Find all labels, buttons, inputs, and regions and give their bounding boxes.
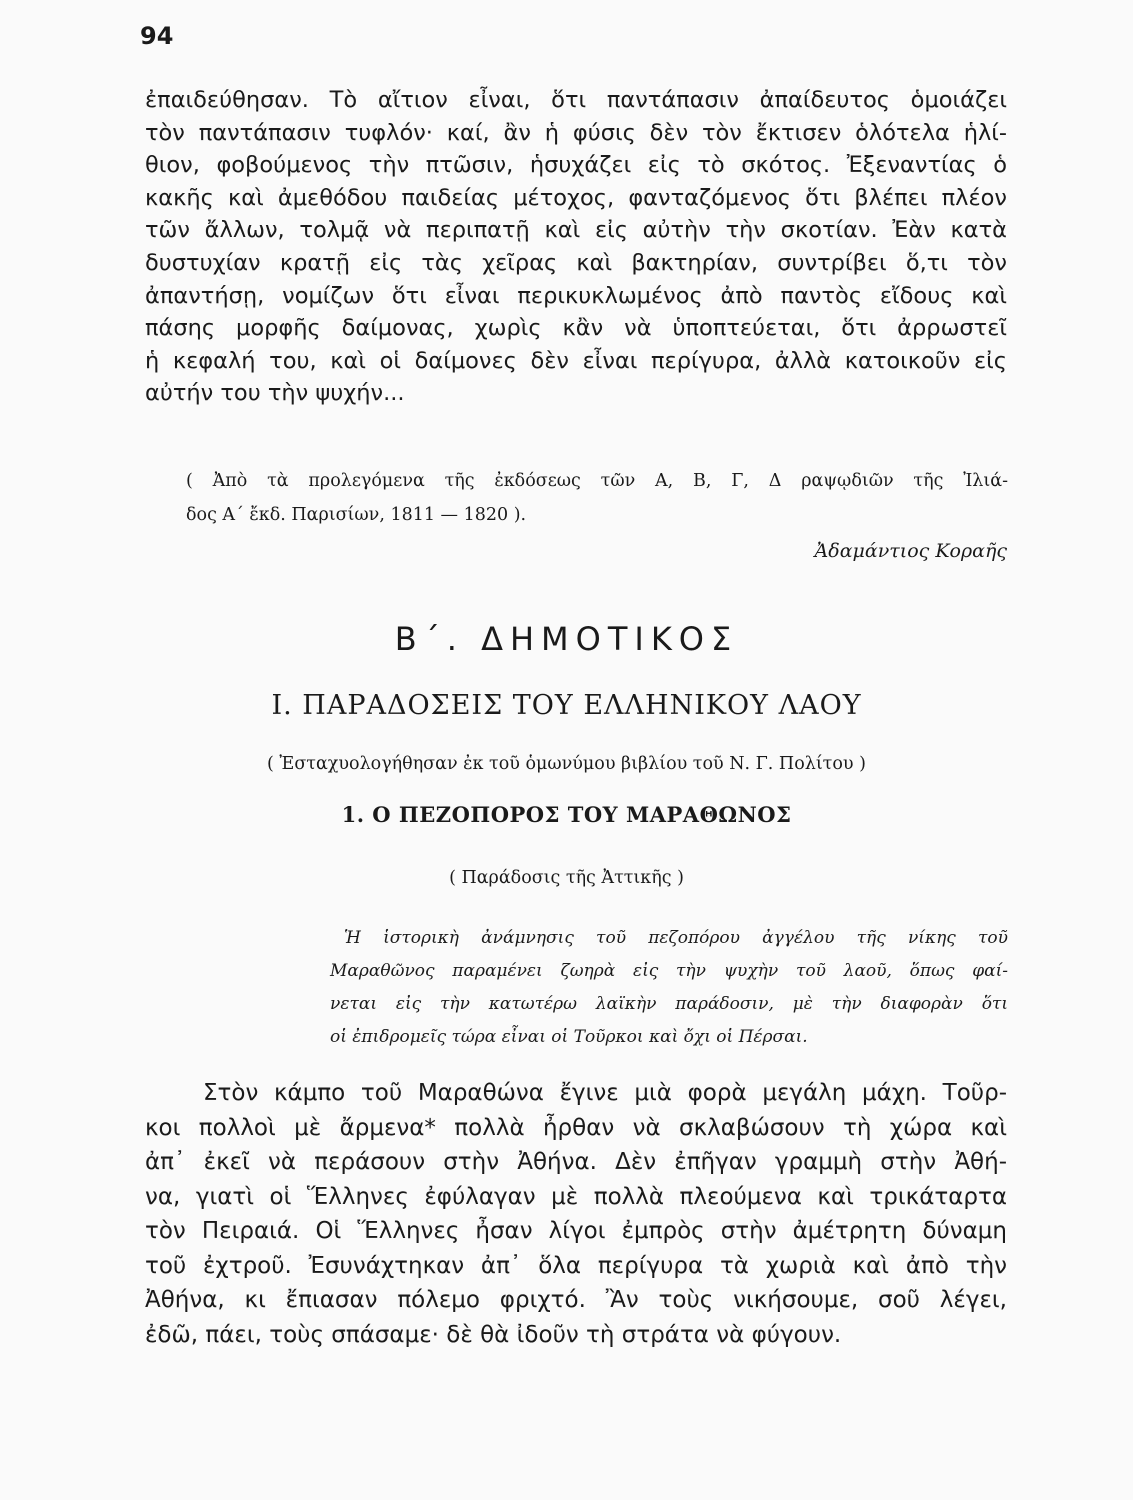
intro-line: νεται εἰς τὴν κατωτέρω λαϊκὴν παράδοσιν, μὲ τὴν διαφορὰν ὅτι — [330, 994, 1008, 1014]
story-title: 1. Ο ΠΕΖΟΠΟΡΟΣ ΤΟΥ ΜΑΡΑΘΩΝΟΣ — [341, 802, 792, 827]
essay-line: πάσης μορφῆς δαίμονας, χωρὶς κἂν νὰ ὑποπτεύεται, ὅτι ἀρρωστεῖ — [145, 315, 1007, 342]
essay-line: δυστυχίαν κρατῇ εἰς τὰς χεῖρας καὶ βακτηρίαν, συντρίβει ὅ,τι τὸν — [145, 249, 1007, 276]
citation-line: δος Α΄ ἔκδ. Παρισίων, 1811 — 1820 ). — [186, 505, 527, 525]
essay-line: τῶν ἄλλων, τολμᾷ νὰ περιπατῇ καὶ εἰς αὐτὴν τὴν σκοτίαν. Ἐὰν κατὰ — [145, 217, 1007, 244]
story-line: ἐδῶ, πάει, τοὺς σπάσαμε· δὲ θὰ ἰδοῦν τὴ στράτα νὰ φύγουν. — [145, 1321, 842, 1348]
intro-line: οἱ ἐπιδρομεῖς τώρα εἶναι οἱ Τοῦρκοι καὶ ὄχι οἱ Πέρσαι. — [330, 1027, 808, 1047]
story-line: τοῦ ἐχτροῦ. Ἐσυνάχτηκαν ἀπ᾿ ὅλα περίγυρα τὰ χωριὰ καὶ ἀπὸ τὴν — [145, 1252, 1007, 1279]
intro-line: Μαραθῶνος παραμένει ζωηρὰ εἰς τὴν ψυχὴν τοῦ λαοῦ, ὅπως φαί- — [330, 961, 1008, 981]
page-number: 94 — [140, 22, 174, 50]
source-citation — [186, 464, 1008, 532]
essay-paragraph — [145, 84, 1007, 410]
essay-line: ἡ κεφαλή του, καὶ οἱ δαίμονες δὲν εἶναι περίγυρα, ἀλλὰ κατοικοῦν εἰς — [145, 347, 1007, 374]
story-line: να, γιατὶ οἱ Ἕλληνες ἐφύλαγαν μὲ πολλὰ πλεούμενα καὶ τρικάταρτα — [145, 1183, 1007, 1210]
intro-note — [330, 922, 1008, 1054]
story-line: Ἀθήνα, κι ἔπιασαν πόλεμο φριχτό. Ἂν τοὺς νικήσουμε, σοῦ λέγει, — [145, 1287, 1007, 1313]
essay-line: ἐπαιδεύθησαν. Τὸ αἴτιον εἶναι, ὅτι παντάπασιν ἀπαίδευτος ὁμοιάζει — [145, 87, 1007, 113]
essay-line: κακῆς καὶ ἀμεθόδου παιδείας μέτοχος, φανταζόμενος ὅτι βλέπει πλέον — [145, 184, 1007, 211]
essay-line: ἀπαντήσῃ, νομίζων ὅτι εἶναι περικυκλωμένος ἀπὸ παντὸς εἴδους καὶ — [145, 282, 1007, 309]
citation-line: ( Ἀπὸ τὰ προλεγόμενα τῆς ἐκδόσεως τῶν Α, Β, Γ, Δ ραψῳδιῶν τῆς Ἰλιά- — [186, 471, 1008, 491]
essay-line: τὸν παντάπασιν τυφλόν· καί, ἂν ἡ φύσις δὲν τὸν ἔκτισεν ὁλότελα ἡλί- — [145, 119, 1007, 146]
story-line: τὸν Πειραιά. Οἱ Ἕλληνες ἦσαν λίγοι ἐμπρὸς στὴν ἀμέτρητη δύναμη — [145, 1218, 1007, 1244]
chapter-heading: Ι. ΠΑΡΑΔΟΣΕΙΣ ΤΟΥ ΕΛΛΗΝΙΚΟΥ ΛΑΟΥ — [271, 690, 862, 721]
essay-line: θιον, φοβούμενος τὴν πτῶσιν, ἡσυχάζει εἰς τὸ σκότος. Ἐξεναντίας ὁ — [145, 152, 1007, 179]
story-subtitle: ( Παράδοσις τῆς Ἀττικῆς ) — [449, 868, 684, 888]
collection-note: ( Ἐσταχυολογήθησαν ἐκ τοῦ ὁμωνύμου βιβλίου τοῦ Ν. Γ. Πολίτου ) — [267, 754, 866, 774]
section-heading: Β΄. ΔΗΜΟΤΙΚΟΣ — [394, 620, 739, 658]
story-paragraph — [145, 1076, 1007, 1352]
story-line: ἀπ᾿ ἐκεῖ νὰ περάσουν στὴν Ἀθήνα. Δὲν ἐπῆγαν γραμμὴ στὴν Ἀθή- — [145, 1149, 1007, 1175]
story-line: κοι πολλοὶ μὲ ἄρμενα* πολλὰ ἦρθαν νὰ σκλαβώσουν τὴ χώρα καὶ — [145, 1114, 1007, 1141]
intro-line: Ἡ ἱστορικὴ ἀνάμνησις τοῦ πεζοπόρου ἀγγέλου τῆς νίκης τοῦ — [344, 928, 1008, 948]
essay-line: αὐτήν του τὴν ψυχήν... — [145, 380, 405, 407]
story-line: Στὸν κάμπο τοῦ Μαραθώνα ἔγινε μιὰ φορὰ μεγάλη μάχη. Τοῦρ- — [203, 1080, 1007, 1106]
author-signature: Ἀδαμάντιος Κοραῆς — [814, 540, 1007, 562]
